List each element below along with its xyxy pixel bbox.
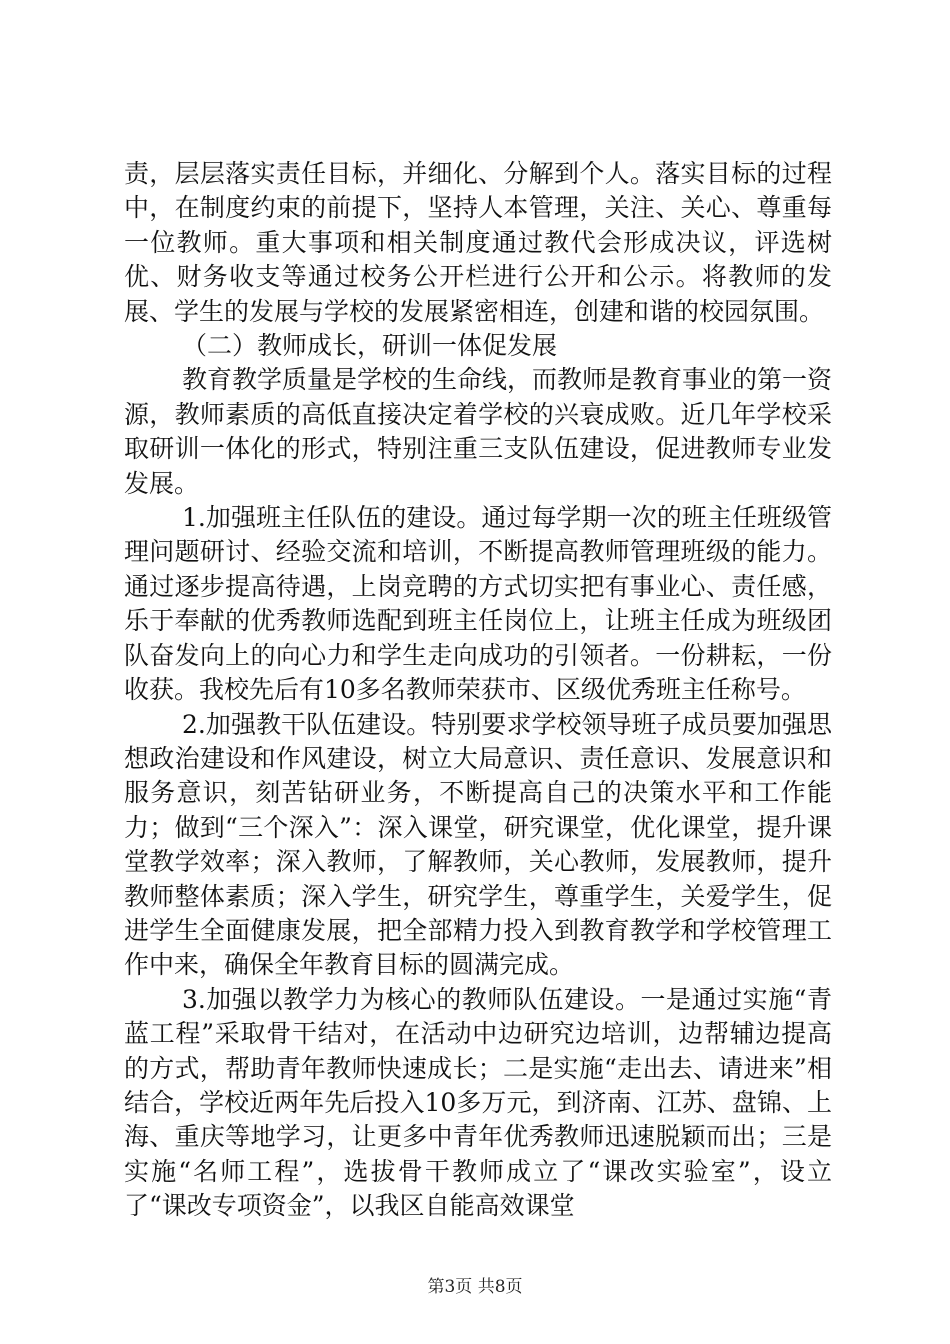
paragraph-item-2: 2.加强教干队伍建设。特别要求学校领导班子成员要加强思想政治建设和作风建设，树立大局意识、责任意识、发展意识和服务意识，刻苦钻研业务，不断提高自己的决策水平和工作能力；做到“三个深入”：深入课堂，研究课堂，优化课堂，提升课堂教学效率；深入教师，了解教师，关心教师，发展教师，提升教师整体素质；深入学生，研究学生，尊重学生，关爱学生，促进学生全面健康发展，把全部精力投入到教育教学和学校管理工作中来，确保全年教育目标的圆满完成。 — [124, 709, 832, 980]
section-heading: （二）教师成长，研训一体促发展 — [182, 331, 558, 361]
paragraph-continuation: 责，层层落实责任目标，并细化、分解到个人。落实目标的过程中，在制度约束的前提下，坚持人本管理，关注、关心、尊重每一位教师。重大事项和相关制度通过教代会形成决议，评选树优、财务收支等通过校务公开栏进行公开和公示。将教师的发展、学生的发展与学校的发展紧密相连，创建和谐的校园氛围。 — [124, 159, 832, 326]
paragraph-item-3: 3.加强以教学力为核心的教师队伍建设。一是通过实施“青蓝工程”采取骨干结对，在活动中边研究边培训，边帮辅边提高的方式，帮助青年教师快速成长；二是实施“走出去、请进来”相结合，学校近两年先后投入10多万元，到济南、江苏、盘锦、上海、重庆等地学习，让更多中青年优秀教师迅速脱颖而出；三是实施“名师工程”，选拔骨干教师成立了“课改实验室”，设立了“课改专项资金”，以我区自能高效课堂 — [124, 984, 832, 1221]
paragraph-intro: 教育教学质量是学校的生命线，而教师是教育事业的第一资源，教师素质的高低直接决定着学校的兴衰成败。近几年学校采取研训一体化的形式，特别注重三支队伍建设，促进教师专业发发展。 — [124, 365, 833, 498]
page-number-footer: 第3页 共8页 — [427, 1277, 523, 1297]
document-body — [124, 157, 832, 1224]
paragraph-item-1: 1.加强班主任队伍的建设。通过每学期一次的班主任班级管理问题研讨、经验交流和培训，不断提高教师管理班级的能力。通过逐步提高待遇，上岗竞聘的方式切实把有事业心、责任感，乐于奉献的优秀教师选配到班主任岗位上，让班主任成为班级团队奋发向上的向心力和学生走向成功的引领者。一份耕耘，一份收获。我校先后有10多名教师荣获市、区级优秀班主任称号。 — [124, 503, 832, 705]
